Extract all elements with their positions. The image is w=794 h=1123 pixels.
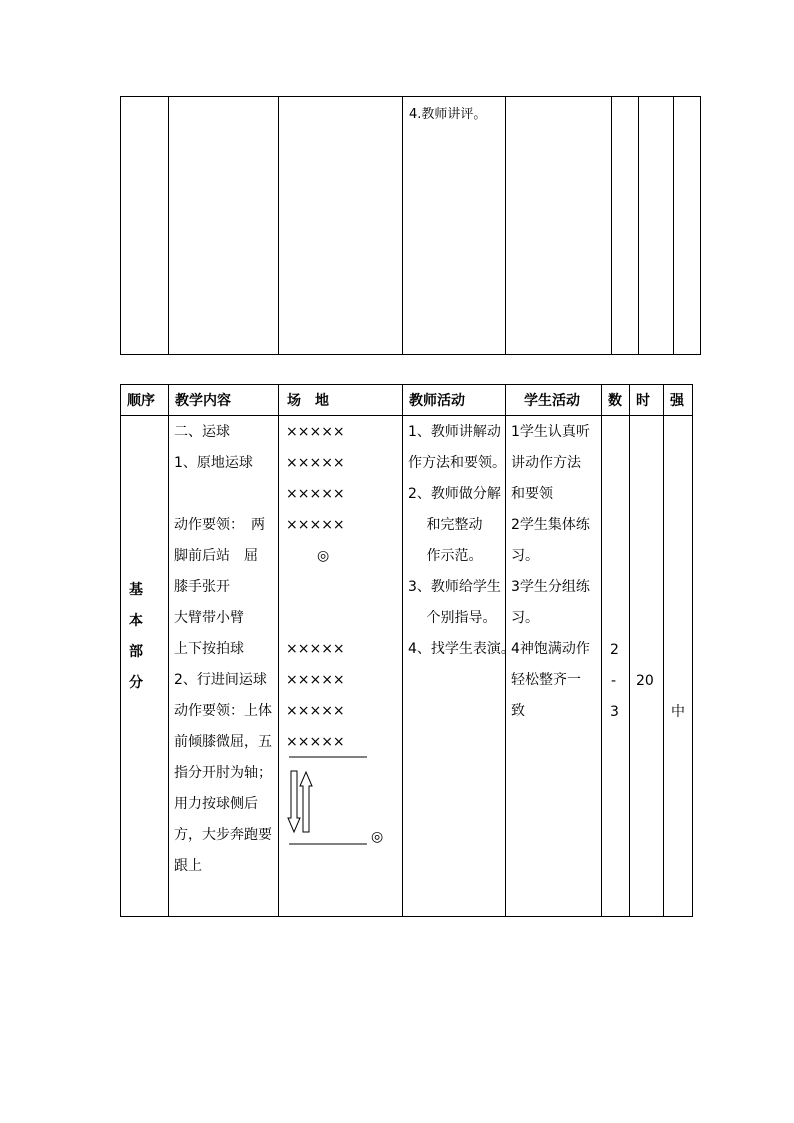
count-value-2: - xyxy=(611,673,617,689)
header-row xyxy=(121,385,693,416)
section-label-3: 部 xyxy=(129,644,143,660)
coach-position-icon: ◎ xyxy=(371,829,384,845)
venue-row-2: ××××× xyxy=(286,455,345,471)
top-table xyxy=(120,96,701,355)
content-line: 2、行进间运球 xyxy=(174,672,267,688)
teacher-activity-line: 4、找学生表演。 xyxy=(408,641,515,657)
top-venue-cell xyxy=(279,97,403,355)
content-line: 二、运球 xyxy=(174,424,230,440)
student-activity-line: 4神饱满动作 xyxy=(511,641,590,657)
student-activity-line: 致 xyxy=(511,703,525,719)
content-line: 动作要领：上体 xyxy=(174,703,272,719)
header-time: 时 xyxy=(630,385,664,416)
teacher-activity-line: 作示范。 xyxy=(408,548,483,564)
section-label-2: 本 xyxy=(129,613,143,629)
teacher-activity-line: 3、教师给学生 xyxy=(408,579,501,595)
teacher-activity-line: 个别指导。 xyxy=(408,610,497,626)
venue-row-8: ××××× xyxy=(286,734,345,750)
header-order: 顺序 xyxy=(121,385,169,416)
top-order-cell xyxy=(121,97,169,355)
top-teacher-cell xyxy=(403,97,506,355)
student-activity-line: 轻松整齐一 xyxy=(511,672,581,688)
arrow-down-icon xyxy=(288,771,300,832)
header-count: 数 xyxy=(602,385,630,416)
body-row xyxy=(121,416,693,917)
content-line: 动作要领： 两 xyxy=(174,517,265,533)
section-label-cell xyxy=(121,416,169,917)
header-student: 学生活动 xyxy=(506,385,602,416)
intensity-value: 中 xyxy=(671,704,685,720)
teacher-activity-line: 2、教师做分解 xyxy=(408,486,501,502)
section-label-1: 基 xyxy=(129,582,143,598)
content-line: 1、原地运球 xyxy=(174,455,253,471)
venue-cell xyxy=(279,416,403,917)
top-time-cell xyxy=(639,97,674,355)
student-activity-cell xyxy=(506,416,602,917)
top-count-cell xyxy=(612,97,639,355)
content-line: 上下按拍球 xyxy=(174,641,244,657)
content-line: 前倾膝微屈，五 xyxy=(174,734,272,750)
lesson-table xyxy=(120,384,693,917)
venue-row-3: ××××× xyxy=(286,486,345,502)
teacher-activity-line: 作方法和要领。 xyxy=(408,455,506,471)
teacher-activity-cell xyxy=(403,416,515,917)
count-value-1: 2 xyxy=(610,642,619,658)
venue-row-7: ××××× xyxy=(286,703,345,719)
arrow-up-icon xyxy=(300,772,312,832)
content-line: 指分开肘为轴； xyxy=(174,765,272,781)
top-content-cell xyxy=(169,97,279,355)
content-cell xyxy=(169,416,279,917)
teacher-activity-line: 和完整动 xyxy=(408,517,483,533)
content-line: 用力按球侧后 xyxy=(174,796,258,812)
intensity-cell xyxy=(664,416,693,917)
content-line: 方，大步奔跑要 xyxy=(174,827,272,843)
student-activity-line: 2学生集体练 xyxy=(511,517,590,533)
header-teacher: 教师活动 xyxy=(403,385,506,416)
dribble-route-diagram xyxy=(279,746,403,846)
content-line: 跟上 xyxy=(174,858,202,874)
count-cell xyxy=(602,416,630,917)
student-activity-line: 习。 xyxy=(511,548,539,564)
student-activity-line: 1学生认真听 xyxy=(511,424,590,440)
header-venue: 场 地 xyxy=(279,385,403,416)
time-value: 20 xyxy=(636,673,654,689)
count-value-3: 3 xyxy=(610,704,619,720)
header-content: 教学内容 xyxy=(169,385,279,416)
content-line: 脚前后站 屈 xyxy=(174,548,258,564)
content-line: 大臂带小臂 xyxy=(174,610,244,626)
time-cell xyxy=(630,416,664,917)
student-activity-line: 和要领 xyxy=(511,486,553,502)
student-activity-line: 3学生分组练 xyxy=(511,579,590,595)
student-activity-line: 习。 xyxy=(511,610,539,626)
content-line: 膝手张开 xyxy=(174,579,230,595)
teacher-activity-line: 1、教师讲解动 xyxy=(408,424,501,440)
venue-row-4: ××××× xyxy=(286,517,345,533)
header-intensity: 强 xyxy=(664,385,693,416)
top-student-cell xyxy=(506,97,612,355)
venue-row-1: ××××× xyxy=(286,424,345,440)
teacher-position-icon: ◎ xyxy=(317,548,330,564)
student-activity-line: 讲动作方法 xyxy=(511,455,581,471)
venue-row-5: ××××× xyxy=(286,641,345,657)
top-intensity-cell xyxy=(674,97,701,355)
section-label-4: 分 xyxy=(129,675,143,691)
top-teacher-text: 4.教师讲评。 xyxy=(409,107,487,122)
venue-row-6: ××××× xyxy=(286,672,345,688)
